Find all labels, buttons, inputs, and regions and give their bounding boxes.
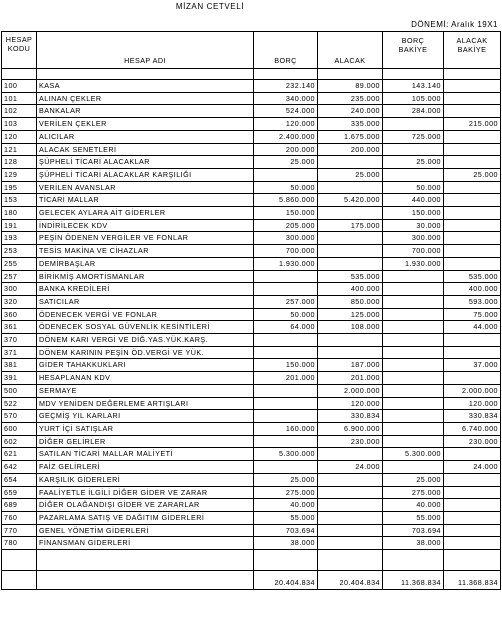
credit-balance-amount <box>444 473 501 486</box>
account-name: MDV YENİDEN DEĞERLEME ARTIŞLARI <box>37 397 254 410</box>
debit-amount: 25.000 <box>254 156 318 169</box>
credit-amount: 535.000 <box>318 270 383 283</box>
account-code: 689 <box>2 499 37 512</box>
debit-balance-amount: 700.000 <box>383 245 444 258</box>
account-name: ALINAN ÇEKLER <box>37 92 254 105</box>
account-name: TESİS MAKİNA VE CİHAZLAR <box>37 245 254 258</box>
debit-balance-amount: 5.300.000 <box>383 448 444 461</box>
account-name: DÖNEM KARI VERGİ VE DİĞ.YAS.YÜK.KARŞ. <box>37 334 254 347</box>
blank-cell <box>254 550 318 571</box>
account-code: 102 <box>2 105 37 118</box>
account-code: 371 <box>2 346 37 359</box>
account-name: BİRİKMİŞ AMORTİSMANLAR <box>37 270 254 283</box>
debit-amount: 50.000 <box>254 181 318 194</box>
blank-row <box>2 550 501 571</box>
account-code: 654 <box>2 473 37 486</box>
account-name: TİCARİ MALLAR <box>37 194 254 207</box>
credit-amount <box>318 346 383 359</box>
credit-amount <box>318 473 383 486</box>
account-name: GEÇMİŞ YIL KARLARI <box>37 410 254 423</box>
debit-balance-amount <box>383 295 444 308</box>
debit-amount: 150.000 <box>254 359 318 372</box>
header-debit-balance <box>383 32 444 69</box>
table-row <box>2 321 501 334</box>
credit-balance-amount <box>444 207 501 220</box>
account-code: 129 <box>2 168 37 181</box>
account-code: 370 <box>2 334 37 347</box>
credit-amount: 335.000 <box>318 118 383 131</box>
account-code: 195 <box>2 181 37 194</box>
credit-balance-amount: 215.000 <box>444 118 501 131</box>
account-code: 255 <box>2 257 37 270</box>
credit-amount <box>318 181 383 194</box>
debit-balance-amount: 30.000 <box>383 219 444 232</box>
blank-cell <box>383 550 444 571</box>
debit-amount <box>254 461 318 474</box>
debit-amount: 205.000 <box>254 219 318 232</box>
debit-balance-amount: 725.000 <box>383 130 444 143</box>
header-credit-balance-line2: BAKİYE <box>457 45 487 54</box>
debit-amount <box>254 397 318 410</box>
header-code <box>2 32 37 69</box>
credit-balance-amount: 593.000 <box>444 295 501 308</box>
debit-amount: 25.000 <box>254 473 318 486</box>
credit-balance-amount <box>444 372 501 385</box>
debit-balance-amount: 703.694 <box>383 524 444 537</box>
document-title: MİZAN CETVELİ <box>175 2 245 11</box>
table-row <box>2 118 501 131</box>
blank-cell <box>2 550 37 571</box>
credit-balance-amount: 24.000 <box>444 461 501 474</box>
credit-amount <box>318 448 383 461</box>
credit-balance-amount <box>444 245 501 258</box>
account-code: 659 <box>2 486 37 499</box>
spacer-cell <box>444 69 501 80</box>
credit-balance-amount <box>444 257 501 270</box>
header-code-line1: HESAP <box>5 35 33 44</box>
table-row <box>2 334 501 347</box>
period-label: DÖNEMİ: Aralık 19X1 <box>411 20 498 29</box>
table-row <box>2 435 501 448</box>
credit-balance-amount: 75.000 <box>444 308 501 321</box>
account-code: 602 <box>2 435 37 448</box>
total-debit: 20.404.834 <box>254 571 318 590</box>
credit-balance-amount <box>444 486 501 499</box>
debit-balance-amount <box>383 461 444 474</box>
credit-balance-amount <box>444 524 501 537</box>
debit-balance-amount: 1.930.000 <box>383 257 444 270</box>
debit-amount: 5.300.000 <box>254 448 318 461</box>
credit-balance-amount: 6.740.000 <box>444 422 501 435</box>
debit-balance-amount <box>383 334 444 347</box>
account-code: 253 <box>2 245 37 258</box>
spacer-cell <box>254 69 318 80</box>
credit-amount: 108.000 <box>318 321 383 334</box>
table-row <box>2 346 501 359</box>
debit-balance-amount <box>383 435 444 448</box>
debit-balance-amount <box>383 422 444 435</box>
table-row <box>2 422 501 435</box>
header-debit-balance-line1: BORÇ <box>401 36 425 45</box>
spacer-cell <box>2 69 37 80</box>
account-name: ALICILAR <box>37 130 254 143</box>
credit-amount <box>318 511 383 524</box>
table-row <box>2 156 501 169</box>
credit-amount: 230.000 <box>318 435 383 448</box>
account-name: DEMİRBAŞLAR <box>37 257 254 270</box>
debit-amount <box>254 283 318 296</box>
header-credit-balance-line1: ALACAK <box>456 36 488 45</box>
account-name: HESAPLANAN KDV <box>37 372 254 385</box>
credit-amount <box>318 524 383 537</box>
credit-balance-amount <box>444 194 501 207</box>
account-name: VERİLEN AVANSLAR <box>37 181 254 194</box>
account-code: 120 <box>2 130 37 143</box>
credit-balance-amount: 120.000 <box>444 397 501 410</box>
credit-balance-amount <box>444 232 501 245</box>
account-code: 642 <box>2 461 37 474</box>
account-code: 121 <box>2 143 37 156</box>
table-row <box>2 194 501 207</box>
header-debit-balance-line2: BAKİYE <box>398 45 428 54</box>
debit-balance-amount: 150.000 <box>383 207 444 220</box>
table-row <box>2 130 501 143</box>
debit-balance-amount <box>383 143 444 156</box>
header-credit: ALACAK <box>318 32 383 69</box>
debit-balance-amount <box>383 346 444 359</box>
debit-balance-amount: 25.000 <box>383 156 444 169</box>
credit-amount <box>318 257 383 270</box>
credit-amount <box>318 232 383 245</box>
spacer-row <box>2 69 501 80</box>
credit-balance-amount: 2.000.000 <box>444 384 501 397</box>
debit-amount: 340.000 <box>254 92 318 105</box>
account-code: 381 <box>2 359 37 372</box>
account-name: ÖDENECEK SOSYAL GÜVENLİK KESİNTİLERİ <box>37 321 254 334</box>
credit-balance-amount: 230.000 <box>444 435 501 448</box>
account-code: 600 <box>2 422 37 435</box>
table-row <box>2 397 501 410</box>
account-code: 101 <box>2 92 37 105</box>
credit-balance-amount: 330.834 <box>444 410 501 423</box>
debit-balance-amount <box>383 397 444 410</box>
account-name: SERMAYE <box>37 384 254 397</box>
credit-amount <box>318 537 383 550</box>
credit-balance-amount: 44.000 <box>444 321 501 334</box>
account-code: 191 <box>2 219 37 232</box>
blank-cell <box>318 550 383 571</box>
total-credit-balance: 11.368.834 <box>444 571 501 590</box>
credit-amount: 201.000 <box>318 372 383 385</box>
credit-balance-amount: 37.000 <box>444 359 501 372</box>
account-name: PEŞİN ÖDENEN VERGİLER VE FONLAR <box>37 232 254 245</box>
account-code: 180 <box>2 207 37 220</box>
account-name: PAZARLAMA SATIŞ VE DAĞITIM GİDERLERİ <box>37 511 254 524</box>
account-name: FAİZ GELİRLERİ <box>37 461 254 474</box>
debit-balance-amount: 275.000 <box>383 486 444 499</box>
table-row <box>2 92 501 105</box>
credit-balance-amount <box>444 181 501 194</box>
credit-balance-amount: 25.000 <box>444 168 501 181</box>
table-body <box>2 69 501 550</box>
debit-amount: 150.000 <box>254 207 318 220</box>
table-row <box>2 181 501 194</box>
credit-amount <box>318 156 383 169</box>
credit-balance-amount <box>444 334 501 347</box>
table-row <box>2 105 501 118</box>
total-debit-balance: 11.368.834 <box>383 571 444 590</box>
blank-cell <box>444 550 501 571</box>
table-row <box>2 410 501 423</box>
account-name: SATICILAR <box>37 295 254 308</box>
credit-amount <box>318 499 383 512</box>
account-code: 780 <box>2 537 37 550</box>
debit-amount: 257.000 <box>254 295 318 308</box>
credit-amount: 400.000 <box>318 283 383 296</box>
credit-balance-amount <box>444 448 501 461</box>
account-name: FİNANSMAN GİDERLERİ <box>37 537 254 550</box>
debit-amount <box>254 346 318 359</box>
credit-amount: 187.000 <box>318 359 383 372</box>
table-row <box>2 473 501 486</box>
debit-amount <box>254 410 318 423</box>
table-row <box>2 80 501 93</box>
debit-amount: 5.860.000 <box>254 194 318 207</box>
credit-amount: 25.000 <box>318 168 383 181</box>
header-debit: BORÇ <box>254 32 318 69</box>
debit-balance-amount: 38.000 <box>383 537 444 550</box>
account-code: 103 <box>2 118 37 131</box>
table-row <box>2 143 501 156</box>
header-code-line2: KODU <box>7 44 31 53</box>
debit-balance-amount: 300.000 <box>383 232 444 245</box>
table-row <box>2 168 501 181</box>
debit-amount <box>254 384 318 397</box>
debit-amount: 50.000 <box>254 308 318 321</box>
account-name: ŞÜPHELİ TİCARİ ALACAKLAR KARŞILIĞI <box>37 168 254 181</box>
debit-amount: 201.000 <box>254 372 318 385</box>
debit-balance-amount <box>383 384 444 397</box>
credit-amount: 5.420.000 <box>318 194 383 207</box>
account-code: 100 <box>2 80 37 93</box>
table-row <box>2 524 501 537</box>
table-row <box>2 537 501 550</box>
credit-amount: 2.000.000 <box>318 384 383 397</box>
table-row <box>2 511 501 524</box>
totals-row <box>2 571 501 590</box>
table-row <box>2 486 501 499</box>
debit-balance-amount: 105.000 <box>383 92 444 105</box>
table-row <box>2 257 501 270</box>
credit-amount <box>318 207 383 220</box>
credit-balance-amount <box>444 143 501 156</box>
account-name: DİĞER GELİRLER <box>37 435 254 448</box>
debit-amount: 2.400.000 <box>254 130 318 143</box>
account-name: SATILAN TİCARİ MALLAR MALİYETİ <box>37 448 254 461</box>
debit-balance-amount <box>383 270 444 283</box>
total-credit: 20.404.834 <box>318 571 383 590</box>
credit-balance-amount <box>444 105 501 118</box>
account-name: VERİLEN ÇEKLER <box>37 118 254 131</box>
credit-balance-amount <box>444 537 501 550</box>
account-name: KARŞILIK GİDERLERİ <box>37 473 254 486</box>
spacer-cell <box>383 69 444 80</box>
debit-amount: 64.000 <box>254 321 318 334</box>
debit-balance-amount <box>383 321 444 334</box>
credit-balance-amount <box>444 511 501 524</box>
account-code: 500 <box>2 384 37 397</box>
debit-amount: 160.000 <box>254 422 318 435</box>
debit-amount: 524.000 <box>254 105 318 118</box>
account-code: 522 <box>2 397 37 410</box>
credit-amount: 6.900.000 <box>318 422 383 435</box>
debit-amount <box>254 270 318 283</box>
credit-amount: 240.000 <box>318 105 383 118</box>
table-row <box>2 461 501 474</box>
table-row <box>2 448 501 461</box>
credit-balance-amount: 535.000 <box>444 270 501 283</box>
credit-amount <box>318 486 383 499</box>
debit-amount: 703.694 <box>254 524 318 537</box>
debit-balance-amount: 284.000 <box>383 105 444 118</box>
credit-amount: 1.675.000 <box>318 130 383 143</box>
debit-balance-amount <box>383 283 444 296</box>
credit-amount: 330.834 <box>318 410 383 423</box>
credit-balance-amount <box>444 156 501 169</box>
debit-amount <box>254 168 318 181</box>
debit-amount: 120.000 <box>254 118 318 131</box>
table-row <box>2 295 501 308</box>
table-row <box>2 308 501 321</box>
credit-balance-amount: 400.000 <box>444 283 501 296</box>
credit-balance-amount <box>444 219 501 232</box>
table-row <box>2 384 501 397</box>
spacer-cell <box>37 69 254 80</box>
account-code: 320 <box>2 295 37 308</box>
header-credit-balance <box>444 32 501 69</box>
trial-balance-table <box>1 31 501 590</box>
debit-balance-amount <box>383 118 444 131</box>
debit-balance-amount: 40.000 <box>383 499 444 512</box>
account-code: 570 <box>2 410 37 423</box>
account-name: DİĞER OLAĞANDIŞI GİDER VE ZARARLAR <box>37 499 254 512</box>
credit-amount <box>318 334 383 347</box>
table-row <box>2 232 501 245</box>
credit-balance-amount <box>444 499 501 512</box>
account-code: 153 <box>2 194 37 207</box>
account-name: FAALİYETLE İLGİLİ DİĞER GİDER VE ZARAR <box>37 486 254 499</box>
debit-amount: 232.140 <box>254 80 318 93</box>
account-name: ÖDENECEK VERGİ VE FONLAR <box>37 308 254 321</box>
account-code: 360 <box>2 308 37 321</box>
credit-balance-amount <box>444 130 501 143</box>
debit-amount: 38.000 <box>254 537 318 550</box>
debit-amount: 300.000 <box>254 232 318 245</box>
account-name: ŞÜPHELİ TİCARİ ALACAKLAR <box>37 156 254 169</box>
debit-amount: 55.000 <box>254 511 318 524</box>
table-row <box>2 283 501 296</box>
debit-balance-amount <box>383 410 444 423</box>
spacer-cell <box>318 69 383 80</box>
credit-amount: 850.000 <box>318 295 383 308</box>
debit-amount: 700.000 <box>254 245 318 258</box>
table-row <box>2 245 501 258</box>
account-name: DÖNEM KARININ PEŞİN ÖD.VERGİ VE YÜK. <box>37 346 254 359</box>
credit-balance-amount <box>444 92 501 105</box>
account-name: İNDİRİLECEK KDV <box>37 219 254 232</box>
debit-amount: 275.000 <box>254 486 318 499</box>
account-code: 193 <box>2 232 37 245</box>
debit-amount: 40.000 <box>254 499 318 512</box>
account-code: 361 <box>2 321 37 334</box>
debit-balance-amount: 55.000 <box>383 511 444 524</box>
account-name: KASA <box>37 80 254 93</box>
debit-amount: 200.000 <box>254 143 318 156</box>
header-row <box>2 32 501 69</box>
debit-amount <box>254 334 318 347</box>
account-name: YURT İÇİ SATIŞLAR <box>37 422 254 435</box>
credit-amount: 235.000 <box>318 92 383 105</box>
credit-amount: 200.000 <box>318 143 383 156</box>
credit-amount: 175.000 <box>318 219 383 232</box>
debit-balance-amount: 25.000 <box>383 473 444 486</box>
totals-code-cell <box>2 571 37 590</box>
credit-amount <box>318 245 383 258</box>
credit-amount: 120.000 <box>318 397 383 410</box>
account-name: BANKA KREDİLERİ <box>37 283 254 296</box>
account-code: 770 <box>2 524 37 537</box>
account-code: 257 <box>2 270 37 283</box>
account-name: GENEL YÖNETİM GİDERLERİ <box>37 524 254 537</box>
credit-amount: 24.000 <box>318 461 383 474</box>
account-name: GELECEK AYLARA AİT GİDERLER <box>37 207 254 220</box>
account-name: GİDER TAHAKKUKLARI <box>37 359 254 372</box>
blank-cell <box>37 550 254 571</box>
table-row <box>2 207 501 220</box>
debit-balance-amount: 440.000 <box>383 194 444 207</box>
debit-balance-amount <box>383 372 444 385</box>
account-code: 391 <box>2 372 37 385</box>
header-name: HESAP ADI <box>37 32 254 69</box>
debit-balance-amount <box>383 168 444 181</box>
account-name: BANKALAR <box>37 105 254 118</box>
totals-name-cell <box>37 571 254 590</box>
account-code: 128 <box>2 156 37 169</box>
debit-balance-amount: 143.140 <box>383 80 444 93</box>
credit-balance-amount <box>444 346 501 359</box>
account-code: 300 <box>2 283 37 296</box>
table-row <box>2 499 501 512</box>
debit-balance-amount: 50.000 <box>383 181 444 194</box>
table-row <box>2 359 501 372</box>
credit-amount: 89.000 <box>318 80 383 93</box>
debit-balance-amount <box>383 359 444 372</box>
credit-amount: 125.000 <box>318 308 383 321</box>
account-name: ALACAK SENETLERİ <box>37 143 254 156</box>
debit-amount: 1.930.000 <box>254 257 318 270</box>
table-row <box>2 372 501 385</box>
credit-balance-amount <box>444 80 501 93</box>
table-row <box>2 219 501 232</box>
table-row <box>2 270 501 283</box>
debit-balance-amount <box>383 308 444 321</box>
account-code: 760 <box>2 511 37 524</box>
debit-amount <box>254 435 318 448</box>
account-code: 621 <box>2 448 37 461</box>
